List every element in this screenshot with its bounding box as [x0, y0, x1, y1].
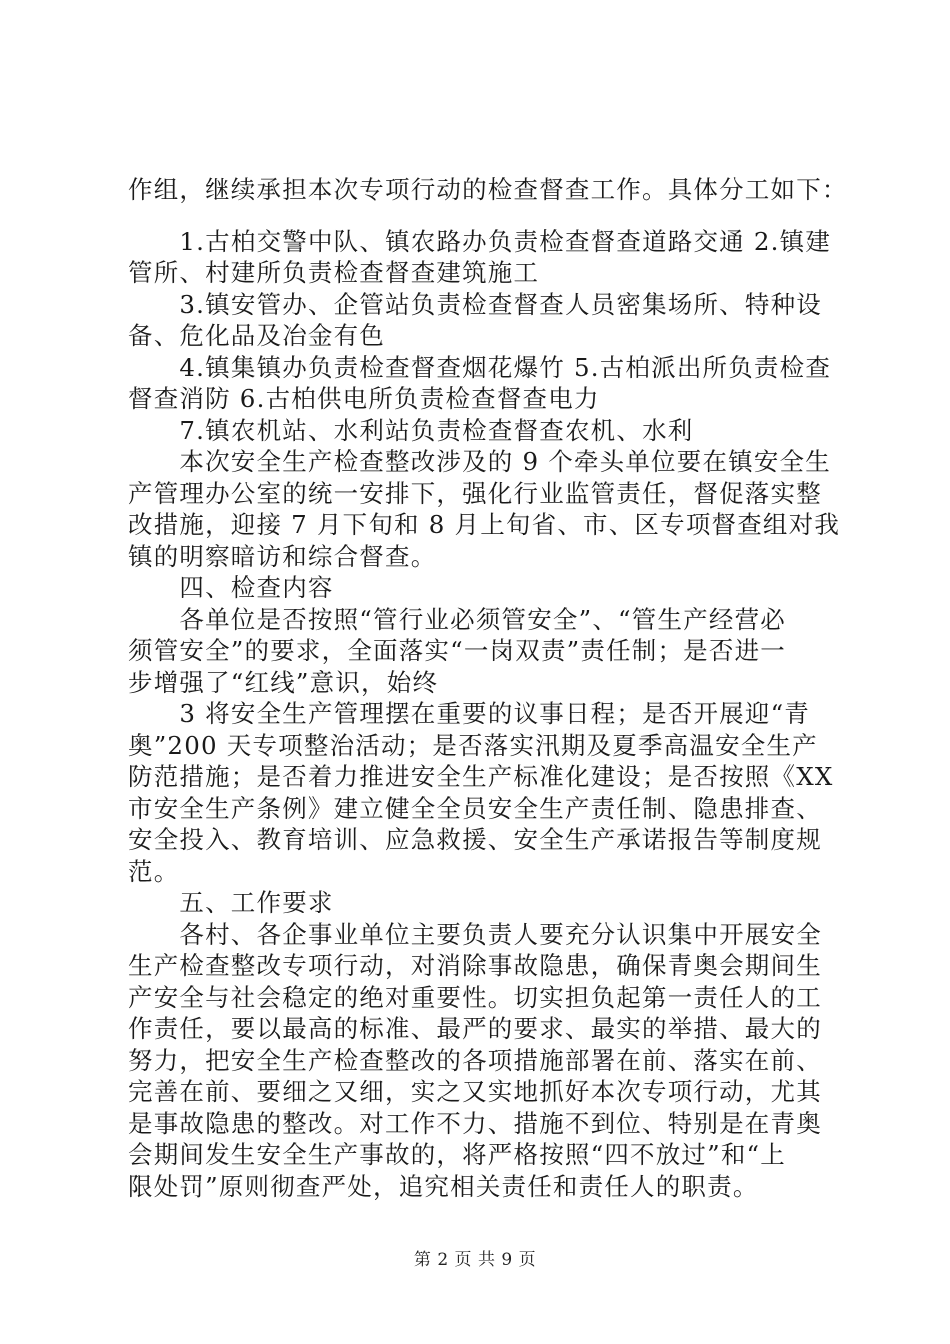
text-line: 3 将安全生产管理摆在重要的议事日程；是否开展迎“青 — [128, 699, 810, 728]
text-line: 生产检查整改专项行动，对消除事故隐患，确保青奥会期间生 — [128, 951, 822, 980]
text-line: 安全投入、教育培训、应急救援、安全生产承诺报告等制度规 — [128, 825, 822, 854]
text-line: 须管安全”的要求，全面落实“一岗双责”责任制；是否进一 — [128, 636, 786, 665]
text-line: 管所、村建所负责检查督查建筑施工 — [128, 258, 540, 287]
text-line: 完善在前、要细之又细，实之又实地抓好本次专项行动，尤其 — [128, 1077, 822, 1106]
text-line: 镇的明察暗访和综合督查。 — [128, 541, 437, 571]
text-line: 1.古柏交警中队、镇农路办负责检查督查道路交通 2.镇建 — [128, 226, 832, 256]
text-line: 奥”200 天专项整治活动；是否落实汛期及夏季高温安全生产 — [128, 730, 818, 760]
text-line: 限处罚”原则彻查严处，追究相关责任和责任人的职责。 — [128, 1171, 759, 1201]
text-line: 作责任，要以最高的标准、最严的要求、最实的举措、最大的 — [128, 1014, 822, 1043]
text-line: 督查消防 6.古柏供电所负责检查督查电力 — [128, 384, 600, 413]
text-line: 作组，继续承担本次专项行动的检查督查工作。具体分工如下： — [128, 175, 848, 204]
text-line: 努力，把安全生产检查整改的各项措施部署在前、落实在前、 — [128, 1045, 822, 1075]
text-line: 产管理办公室的统一安排下，强化行业监管责任，督促落实整 — [128, 478, 822, 508]
text-line: 市安全生产条例》建立健全全员安全生产责任制、隐患排查、 — [128, 793, 822, 823]
paragraph-gap — [128, 206, 828, 226]
text-line: 4.镇集镇办负责检查督查烟花爆竹 5.古柏派出所负责检查 — [128, 352, 832, 382]
text-line: 各单位是否按照“管行业必须管安全”、“管生产经营必 — [128, 604, 786, 634]
document-body — [128, 174, 848, 1202]
text-line: 改措施，迎接 7 月下旬和 8 月上旬省、市、区专项督查组对我 — [128, 510, 841, 539]
text-line: 各村、各企事业单位主要负责人要充分认识集中开展安全 — [128, 919, 822, 949]
section-heading: 四、检查内容 — [128, 573, 334, 602]
text-line: 本次安全生产检查整改涉及的 9 个牵头单位要在镇安全生 — [128, 447, 831, 476]
text-line: 会期间发生安全生产事故的，将严格按照“四不放过”和“上 — [128, 1140, 786, 1169]
text-line: 备、危化品及冶金有色 — [128, 321, 385, 350]
text-line: 范。 — [128, 856, 180, 886]
text-line: 是事故隐患的整改。对工作不力、措施不到位、特别是在青奥 — [128, 1108, 822, 1138]
section-heading: 五、工作要求 — [128, 888, 334, 917]
page-number: 第 2 页 共 9 页 — [413, 1250, 537, 1270]
text-line: 3.镇安管办、企管站负责检查督查人员密集场所、特种设 — [128, 289, 822, 319]
text-line: 防范措施；是否着力推进安全生产标准化建设；是否按照《XX — [128, 762, 834, 791]
text-line: 步增强了“红线”意识，始终 — [128, 667, 439, 697]
text-line: 7.镇农机站、水利站负责检查督查农机、水利 — [128, 415, 694, 445]
text-line: 产安全与社会稳定的绝对重要性。切实担负起第一责任人的工 — [128, 982, 822, 1012]
